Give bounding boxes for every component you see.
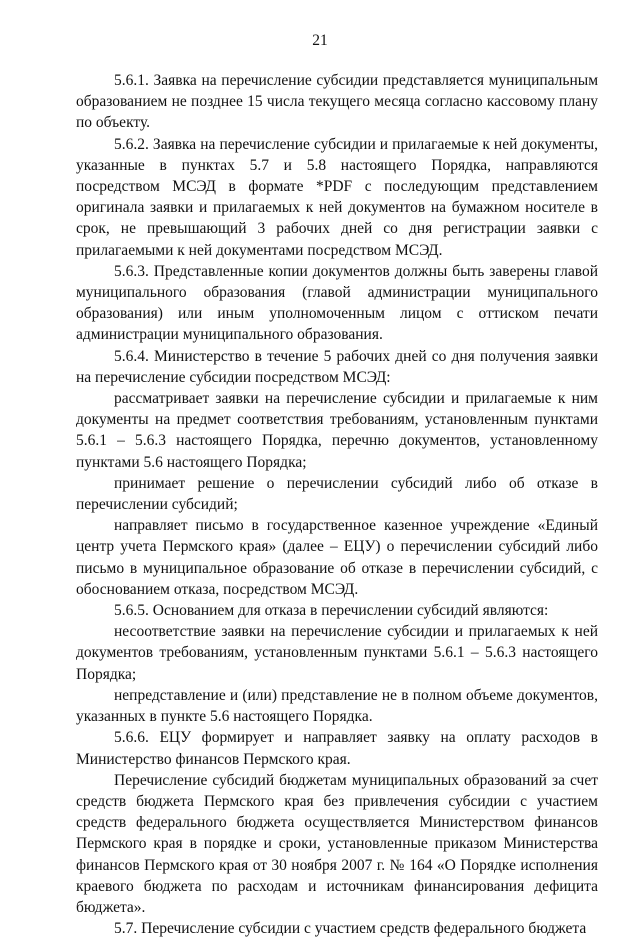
paragraph-5-6-2: 5.6.2. Заявка на перечисление субсидии и прилагаемые к ней документы, указанные в пунктах 5.7 и 5.8 настоящего Порядка, направляются посредством МСЭД в формате *PDF с последующим представлением оригинала заявки и прилагаемых к ней документов на бумажном носителе в срок, не превышающий 3 рабочих дней со дня регистрации заявки с прилагаемыми к ней документами посредством МСЭД. (76, 135, 598, 259)
paragraph-5-7: 5.7. Перечисление субсидии с участием средств федерального бюджета (114, 920, 587, 938)
paragraph-5-6-5: 5.6.5. Основанием для отказа в перечислении субсидий являются: (114, 602, 549, 620)
paragraph-5-6-4-item-1: рассматривает заявки на перечисление субсидии и прилагаемые к ним документы на предмет соответствия требованиям, установленным пунктами 5.6.1 – 5.6.3 настоящего Порядка, перечню документов, установленному пунктами 5.6 настоящего Порядка; (76, 390, 598, 471)
paragraph-5-6-1: 5.6.1. Заявка на перечисление субсидии представляется муниципальным образованием не позднее 15 числа текущего месяца согласно кассовому плану по объекту. (76, 72, 598, 132)
paragraph-5-6-4: 5.6.4. Министерство в течение 5 рабочих дней со дня получения заявки на перечисление субсидии посредством МСЭД: (76, 347, 598, 386)
paragraph-transfer-subsidies: Перечисление субсидий бюджетам муниципальных образований за счет средств бюджета Пермского края без привлечения субсидии с участием средств федерального бюджета осуществляется Министерством финансов Пермского края в порядке и сроки, установленные приказом Министерства финансов Пермского края от 30 ноября 2007 г. № 164 «О Порядке исполнения краевого бюджета по расходам и источникам финансирования дефицита бюджета». (76, 771, 598, 916)
paragraph-5-6-4-item-3: направляет письмо в государственное казенное учреждение «Единый центр учета Пермского края» (далее – ЕЦУ) о перечислении субсидий либо письмо в муниципальное образование об отказе в перечислении субсидий, с обоснованием отказа, посредством МСЭД. (76, 517, 598, 598)
document-body (76, 70, 598, 939)
paragraph-5-6-6: 5.6.6. ЕЦУ формирует и направляет заявку на оплату расходов в Министерство финансов Пермского края. (76, 729, 598, 768)
paragraph-5-6-5-item-2: непредставление и (или) представление не в полном объеме документов, указанных в пункте 5.6 настоящего Порядка. (76, 686, 598, 726)
paragraph-5-6-3: 5.6.3. Представленные копии документов должны быть заверены главой муниципального образования (главой администрации муниципального образования) или иным уполномоченным лицом с оттиском печати администрации муниципального образования. (76, 262, 598, 344)
paragraph-5-6-5-item-1: несоответствие заявки на перечисление субсидии и прилагаемых к ней документов требованиям, установленным пунктами 5.6.1 – 5.6.3 настоящего Порядка; (76, 623, 598, 683)
paragraph-5-6-4-item-2: принимает решение о перечислении субсидий либо об отказе в перечислении субсидий; (76, 474, 598, 514)
page-number: 21 (312, 32, 328, 49)
